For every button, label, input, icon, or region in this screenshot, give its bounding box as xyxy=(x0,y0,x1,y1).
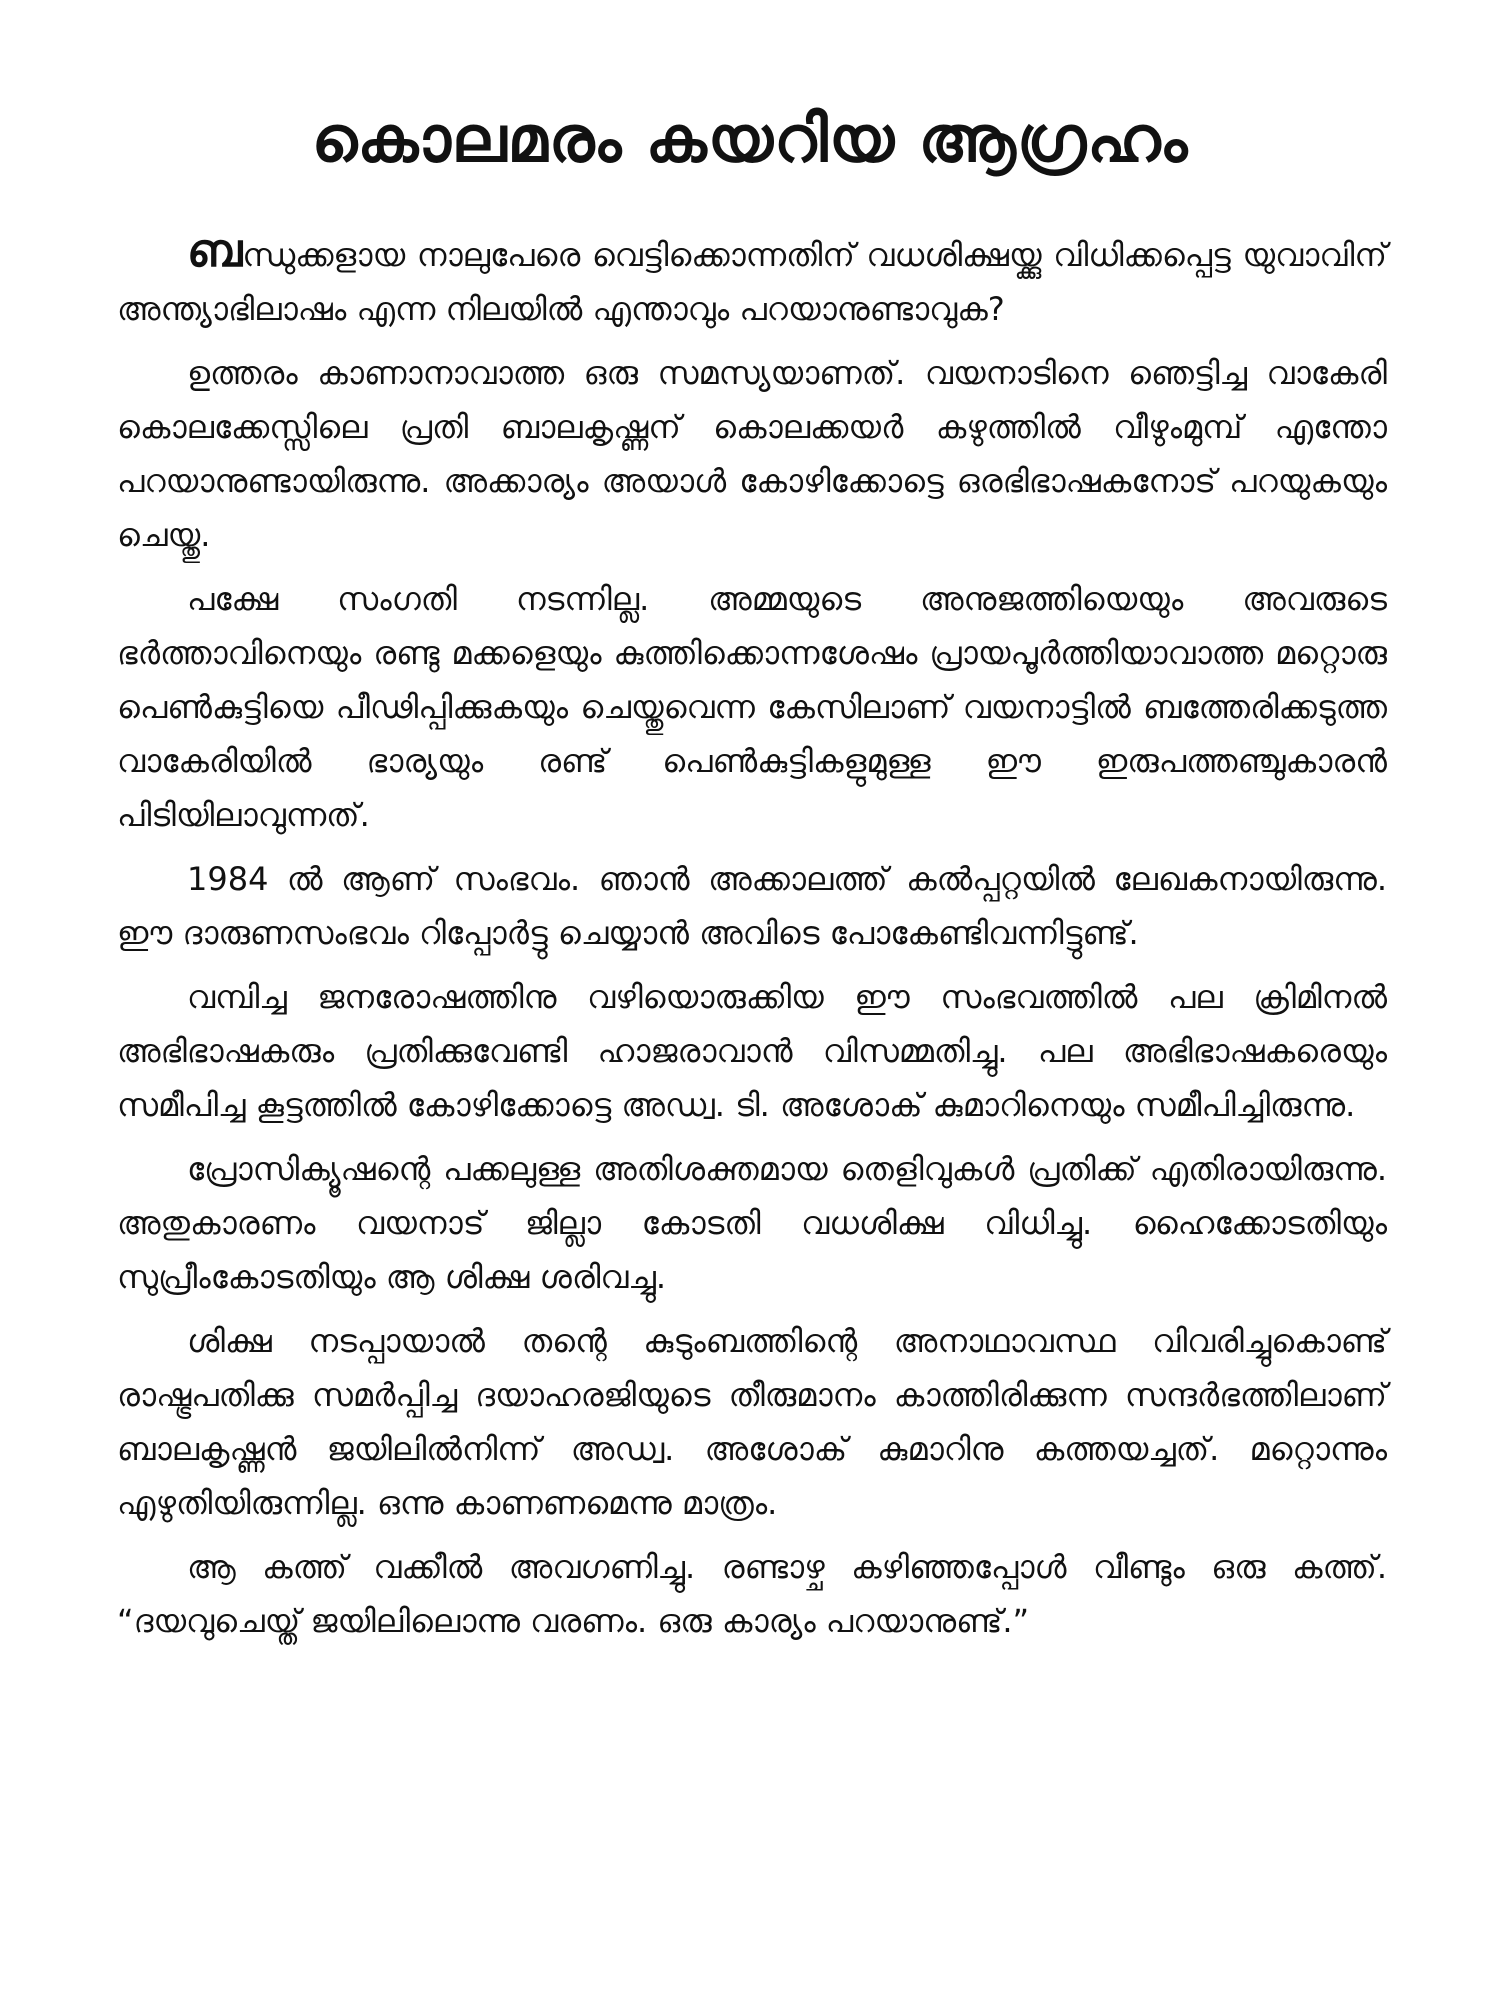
drop-cap: ബ xyxy=(187,223,243,277)
paragraph-2: ഉത്തരം കാണാനാവാത്ത ഒരു സമസ്യയാണത്. വയനാടിനെ ഞെട്ടിച്ച വാകേരി കൊലക്കേസ്സിലെ പ്രതി ബാലകൃഷ്ണന് കൊലക്കയർ കഴുത്തിൽ വീഴുംമുമ്പ് എന്തോ പറയാനുണ്ടായിരുന്നു. അക്കാര്യം അയാൾ കോഴിക്കോട്ടെ ഒരഭിഭാഷകനോട് പറയുകയും ചെയ്തു. xyxy=(117,354,1387,554)
paragraph-5: വമ്പിച്ച ജനരോഷത്തിനു വഴിയൊരുക്കിയ ഈ സംഭവത്തിൽ പല ക്രിമിനൽ അഭിഭാഷകരും പ്രതിക്കുവേണ്ടി ഹാജരാവാൻ വിസമ്മതിച്ചു. പല അഭിഭാഷകരെയും സമീപിച്ച കൂട്ടത്തിൽ കോഴിക്കോട്ടെ അഡ്വ. ടി. അശോക് കുമാറിനെയും സമീപിച്ചിരുന്നു. xyxy=(117,978,1387,1124)
chapter-body xyxy=(117,223,1387,1658)
paragraph-6: പ്രോസിക്യൂഷന്റെ പക്കലുള്ള അതിശക്തമായ തെളിവുകൾ പ്രതിക്ക് എതിരായിരുന്നു. അതുകാരണം വയനാട് ജില്ലാ കോടതി വധശിക്ഷ വിധിച്ചു. ഹൈക്കോടതിയും സുപ്രീംകോടതിയും ആ ശിക്ഷ ശരിവച്ചു. xyxy=(117,1150,1387,1296)
paragraph-7: ശിക്ഷ നടപ്പായാൽ തന്റെ കുടുംബത്തിന്റെ അനാഥാവസ്ഥ വിവരിച്ചുകൊണ്ട് രാഷ്ട്രപതിക്കു സമർപ്പിച്ച ദയാഹരജിയുടെ തീരുമാനം കാത്തിരിക്കുന്ന സന്ദർഭത്തിലാണ് ബാലകൃഷ്ണൻ ജയിലിൽനിന്ന് അഡ്വ. അശോക് കുമാറിനു കത്തയച്ചത്. മറ്റൊന്നും എഴുതിയിരുന്നില്ല. ഒന്നു കാണണമെന്നു മാത്രം. xyxy=(117,1322,1387,1522)
paragraph-1 xyxy=(117,223,1387,336)
paragraph-1-text: ന്ധുക്കളായ നാലുപേരെ വെട്ടിക്കൊന്നതിന് വധശിക്ഷയ്ക്കു വിധിക്കപ്പെട്ട യുവാവിന് അന്ത്യാഭിലാഷം എന്ന നിലയിൽ എന്താവും പറയാനുണ്ടാവുക? xyxy=(117,236,1387,328)
paragraph-4: 1984 ൽ ആണ് സംഭവം. ഞാൻ അക്കാലത്ത് കൽപ്പറ്റയിൽ ലേഖകനായിരുന്നു. ഈ ദാരുണസംഭവം റിപ്പോർട്ടു ചെയ്യാൻ അവിടെ പോകേണ്ടിവന്നിട്ടുണ്ട്. xyxy=(117,860,1387,952)
paragraph-3: പക്ഷേ സംഗതി നടന്നില്ല. അമ്മയുടെ അനുജത്തിയെയും അവരുടെ ഭർത്താവിനെയും രണ്ടു മക്കളെയും കുത്തിക്കൊന്നശേഷം പ്രായപൂർത്തിയാവാത്ത മറ്റൊരു പെൺകുട്ടിയെ പീഢിപ്പിക്കുകയും ചെയ്തുവെന്ന കേസിലാണ് വയനാട്ടിൽ ബത്തേരിക്കടുത്ത വാകേരിയിൽ ഭാര്യയും രണ്ട് പെൺകുട്ടികളുമുള്ള ഈ ഇരുപത്തഞ്ചുകാരൻ പിടിയിലാവുന്നത്. xyxy=(117,580,1387,834)
chapter-title: കൊലമരം കയറിയ ആഗ്രഹം xyxy=(311,103,1189,177)
paragraph-8: ആ കത്ത് വക്കീൽ അവഗണിച്ചു. രണ്ടാഴ്ച കഴിഞ്ഞപ്പോൾ വീണ്ടും ഒരു കത്ത്. “ദയവുചെയ്ത് ജയിലിലൊന്നു വരണം. ഒരു കാര്യം പറയാനുണ്ട്.” xyxy=(117,1548,1387,1640)
